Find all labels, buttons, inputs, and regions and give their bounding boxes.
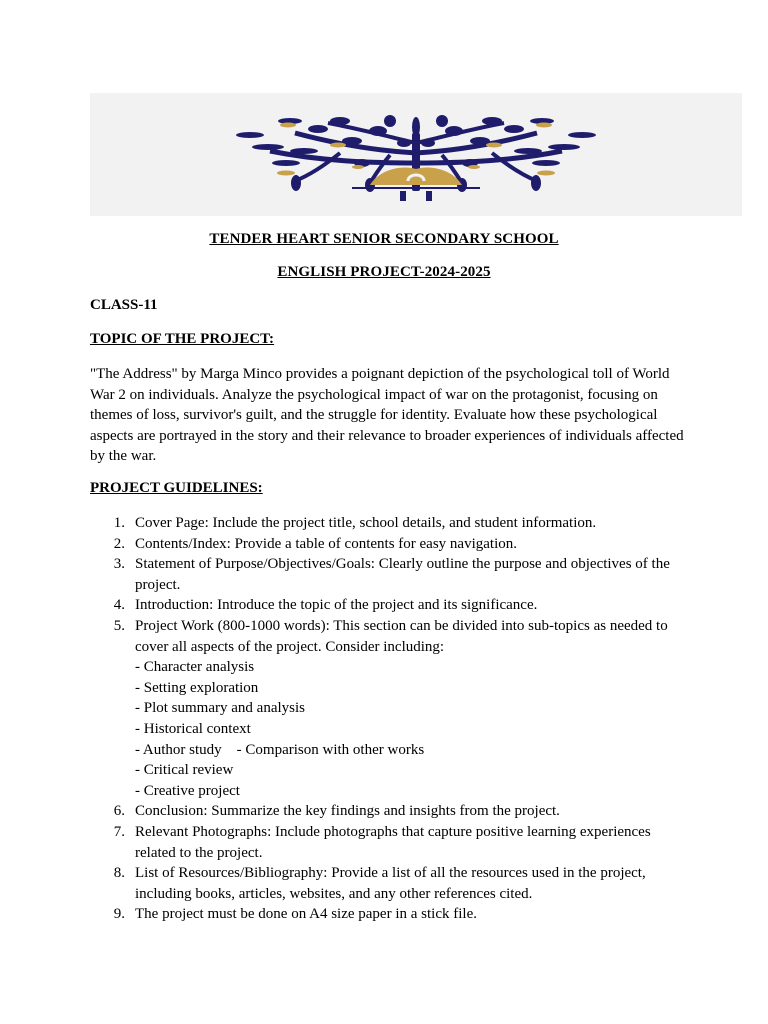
sub-item: - Historical context (135, 720, 251, 737)
sub-item: - Creative project (135, 782, 240, 799)
sub-item: - Plot summary and analysis (135, 700, 305, 717)
list-item (90, 595, 690, 616)
sub-item: - Setting exploration (135, 679, 259, 696)
list-item-text: Conclusion: Summarize the key findings and insights from the project. (135, 803, 560, 820)
list-item-text: The project must be done on A4 size paper in a stick file. (135, 906, 477, 923)
guidelines-heading: PROJECT GUIDELINES: (90, 480, 263, 496)
list-item-text: Statement of Purpose/Objectives/Goals: Clearly outline the purpose and objectives of the project. (135, 556, 670, 593)
school-name-heading: TENDER HEART SENIOR SECONDARY SCHOOL (209, 231, 559, 247)
list-item-text: Introduction: Introduce the topic of the project and its significance. (135, 597, 538, 614)
list-item-number: 6. (113, 803, 125, 820)
list-item-number: 7. (113, 823, 125, 840)
topic-paragraph: "The Address" by Marga Minco provides a poignant depiction of the psychological toll of World War 2 on individuals. Analyze the psychological impact of war on the protagonist, focusing on themes of loss, survivor's guilt, and the struggle for identity. Evaluate how these psychological aspects are portrayed in the story and their relevance to broader experiences of individuals affected by the war. (90, 366, 684, 465)
sub-item: - Author study (135, 741, 222, 758)
list-item-number: 5. (113, 617, 125, 634)
topic-heading: TOPIC OF THE PROJECT: (90, 331, 275, 347)
list-item-number: 3. (113, 556, 125, 573)
list-item-text: Cover Page: Include the project title, school details, and student information. (135, 515, 597, 531)
sub-item-row (135, 740, 690, 761)
tree-crest-icon (90, 93, 742, 216)
project-title-heading: ENGLISH PROJECT-2024-2025 (277, 264, 491, 280)
list-item-text: List of Resources/Bibliography: Provide a list of all the resources used in the project, including books, articles, websites, and any other references cited. (135, 865, 646, 902)
list-item-text: Project Work (800-1000 words): This section can be divided into sub-topics as needed to cover all aspects of the project. Consider including: (135, 617, 668, 655)
sub-item: - Character analysis (135, 659, 255, 676)
list-item (90, 616, 690, 801)
sub-item: - Critical review (135, 762, 234, 779)
list-item-number: 9. (113, 906, 125, 923)
list-item-number: 1. (113, 515, 125, 531)
list-item-text: Contents/Index: Provide a table of contents for easy navigation. (135, 535, 517, 552)
sub-item: - Comparison with other works (236, 741, 425, 758)
list-item (90, 863, 690, 904)
list-item (90, 513, 690, 534)
list-item-number: 4. (113, 597, 125, 614)
list-item (90, 801, 690, 822)
list-item (90, 822, 690, 863)
list-item (90, 904, 690, 925)
class-label: CLASS-11 (90, 297, 158, 313)
guidelines-list (90, 513, 690, 925)
list-item-text: Relevant Photographs: Include photographs that capture positive learning experiences related to the project. (135, 823, 651, 861)
list-item-number: 8. (113, 865, 125, 882)
list-item-number: 2. (113, 535, 125, 552)
school-logo-banner (90, 93, 742, 216)
list-item (90, 554, 690, 595)
list-item (90, 534, 690, 555)
